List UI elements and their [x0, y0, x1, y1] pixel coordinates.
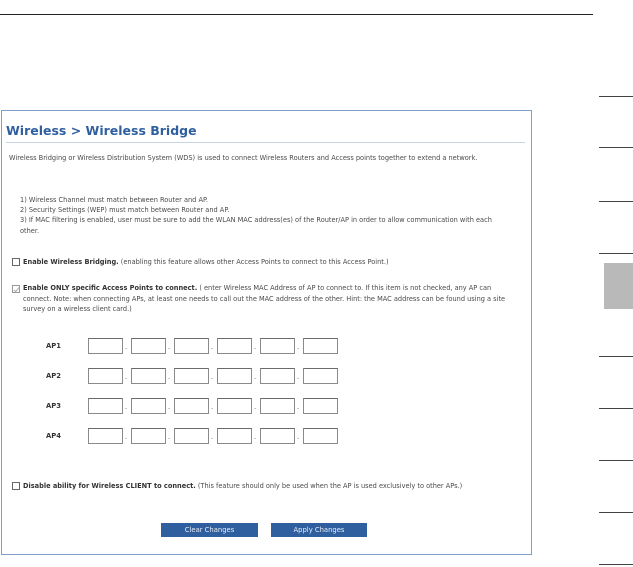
mac-separator: -: [211, 345, 214, 352]
ap3-mac-octet-6[interactable]: [303, 398, 338, 414]
requirement-1: 1) Wireless Channel must match between Router and AP.: [20, 196, 208, 204]
specific-aps-label: Enable ONLY specific Access Points to connect.: [23, 284, 198, 292]
side-section-tab: [604, 263, 633, 309]
enable-bridging-option: [23, 257, 508, 268]
mac-separator: -: [297, 435, 300, 442]
ap3-mac-octet-5[interactable]: [260, 398, 295, 414]
mac-separator: -: [125, 435, 128, 442]
enable-bridging-checkbox[interactable]: [12, 258, 20, 266]
side-section-rule: [599, 253, 633, 254]
disable-clients-description: (This feature should only be used when the AP is used exclusively to other APs.): [197, 482, 463, 490]
mac-separator: -: [125, 405, 128, 412]
ap2-mac-octet-4[interactable]: [217, 368, 252, 384]
mac-separator: -: [211, 405, 214, 412]
page-title: Wireless > Wireless Bridge: [6, 123, 197, 138]
ap4-mac-octet-4[interactable]: [217, 428, 252, 444]
ap-label: AP2: [46, 372, 61, 380]
disable-clients-checkbox[interactable]: [12, 482, 20, 490]
disable-clients-option: [23, 481, 493, 492]
ap3-mac-octet-4[interactable]: [217, 398, 252, 414]
side-section-rule: [599, 512, 633, 513]
side-section-rule: [599, 147, 633, 148]
mac-separator: -: [254, 375, 257, 382]
ap4-mac-octet-3[interactable]: [174, 428, 209, 444]
ap4-mac-octet-6[interactable]: [303, 428, 338, 444]
side-section-rule: [599, 201, 633, 202]
side-section-rule: [599, 356, 633, 357]
top-rule: [0, 14, 593, 15]
ap1-mac-octet-3[interactable]: [174, 338, 209, 354]
mac-separator: -: [254, 345, 257, 352]
intro-text: Wireless Bridging or Wireless Distribution System (WDS) is used to connect Wireless Routers and Access points together to extend a network.: [9, 154, 478, 162]
ap4-mac-octet-1[interactable]: [88, 428, 123, 444]
ap2-mac-octet-1[interactable]: [88, 368, 123, 384]
mac-separator: -: [168, 375, 171, 382]
clear-changes-button[interactable]: Clear Changes: [161, 523, 258, 537]
ap-row-4: [46, 428, 346, 444]
mac-separator: -: [254, 405, 257, 412]
mac-separator: -: [254, 435, 257, 442]
ap-label: AP3: [46, 402, 61, 410]
side-section-rule: [599, 564, 633, 565]
side-section-rule: [599, 460, 633, 461]
mac-separator: -: [168, 345, 171, 352]
ap2-mac-octet-6[interactable]: [303, 368, 338, 384]
mac-separator: -: [297, 345, 300, 352]
mac-separator: -: [125, 375, 128, 382]
ap-row-2: [46, 368, 346, 384]
ap1-mac-octet-2[interactable]: [131, 338, 166, 354]
ap3-mac-octet-2[interactable]: [131, 398, 166, 414]
ap4-mac-octet-2[interactable]: [131, 428, 166, 444]
apply-changes-button[interactable]: Apply Changes: [271, 523, 367, 537]
enable-bridging-description: (enabling this feature allows other Access Points to connect to this Access Point.): [120, 258, 389, 266]
mac-separator: -: [211, 375, 214, 382]
side-section-rule: [599, 408, 633, 409]
ap3-mac-octet-1[interactable]: [88, 398, 123, 414]
mac-separator: -: [297, 375, 300, 382]
mac-separator: -: [125, 345, 128, 352]
ap1-mac-octet-1[interactable]: [88, 338, 123, 354]
ap-row-3: [46, 398, 346, 414]
ap4-mac-octet-5[interactable]: [260, 428, 295, 444]
ap2-mac-octet-5[interactable]: [260, 368, 295, 384]
ap1-mac-octet-6[interactable]: [303, 338, 338, 354]
ap2-mac-octet-3[interactable]: [174, 368, 209, 384]
mac-separator: -: [168, 435, 171, 442]
requirement-2: 2) Security Settings (WEP) must match between Router and AP.: [20, 206, 230, 214]
specific-aps-description: ( enter Wireless MAC Address of AP to connect to. If this item is not checked, any AP can connect. Note: when connecting APs, at least one needs to call out the MAC address of the other. Hint: the MAC address can be found using a site survey on a wireless client card.): [23, 284, 506, 313]
enable-bridging-label: Enable Wireless Bridging.: [23, 258, 119, 266]
specific-aps-option: [23, 283, 508, 315]
title-divider: [6, 142, 525, 143]
disable-clients-label: Disable ability for Wireless CLIENT to connect.: [23, 482, 196, 490]
side-section-rule: [599, 96, 633, 97]
mac-separator: -: [297, 405, 300, 412]
ap-label: AP4: [46, 432, 61, 440]
ap-label: AP1: [46, 342, 61, 350]
specific-aps-checkbox[interactable]: [12, 285, 20, 293]
wireless-bridge-panel: [1, 110, 532, 555]
mac-separator: -: [168, 405, 171, 412]
ap-row-1: [46, 338, 346, 354]
requirement-3: 3) If MAC filtering is enabled, user must be sure to add the WLAN MAC address(es) of the Router/AP in order to allow communication with each other.: [20, 216, 492, 235]
mac-separator: -: [211, 435, 214, 442]
ap1-mac-octet-5[interactable]: [260, 338, 295, 354]
ap2-mac-octet-2[interactable]: [131, 368, 166, 384]
ap3-mac-octet-3[interactable]: [174, 398, 209, 414]
ap1-mac-octet-4[interactable]: [217, 338, 252, 354]
